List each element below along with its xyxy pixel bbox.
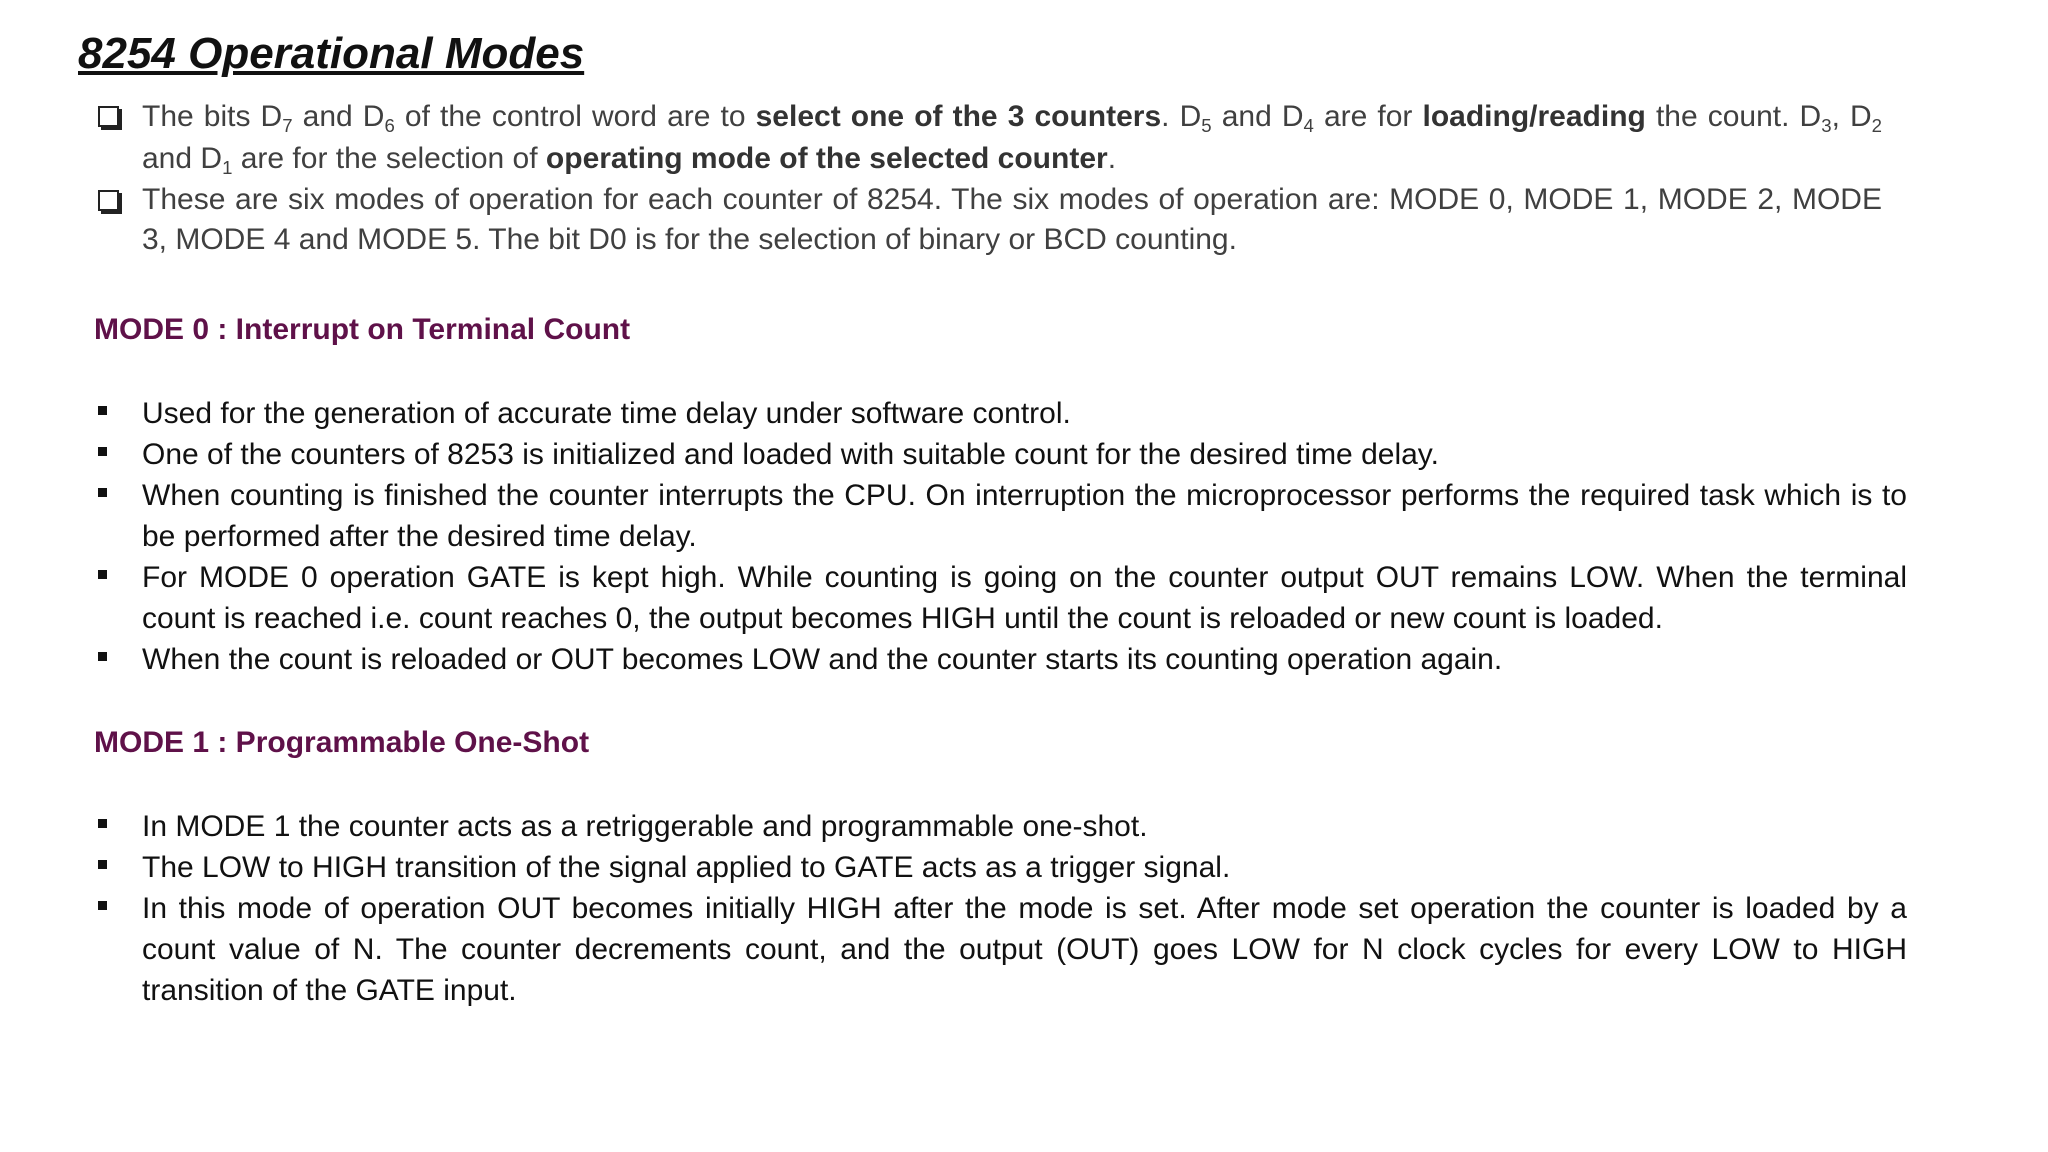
intro-item-six-modes: These are six modes of operation for each counter of 8254. The six modes of operation are: MODE 0, MODE 1, MODE 2, MODE 3, MODE 4 and MODE 5. The bit D0 is for the selection of binary or BCD counting. (92, 180, 1882, 260)
filled-square-bullet-icon (98, 652, 107, 661)
mode-0-list (92, 393, 1907, 680)
hollow-square-bullet-icon (98, 190, 119, 211)
list-item: Used for the generation of accurate time delay under software control. (92, 393, 1907, 434)
filled-square-bullet-icon (98, 447, 107, 456)
list-item: One of the counters of 8253 is initialized and loaded with suitable count for the desired time delay. (92, 434, 1907, 475)
filled-square-bullet-icon (98, 819, 107, 828)
mode-1-heading: MODE 1 : Programmable One-Shot (94, 726, 590, 759)
filled-square-bullet-icon (98, 901, 107, 910)
page-title: 8254 Operational Modes (78, 29, 585, 78)
mode-0-heading: MODE 0 : Interrupt on Terminal Count (94, 313, 631, 346)
list-item: In MODE 1 the counter acts as a retriggerable and programmable one-shot. (92, 806, 1907, 847)
filled-square-bullet-icon (98, 406, 107, 415)
list-item: When the count is reloaded or OUT becomes LOW and the counter starts its counting operation again. (92, 639, 1907, 680)
list-item: For MODE 0 operation GATE is kept high. While counting is going on the counter output OUT remains LOW. When the terminal count is reached i.e. count reaches 0, the output becomes HIGH until the count is reloaded or new count is loaded. (92, 557, 1907, 639)
filled-square-bullet-icon (98, 570, 107, 579)
intro-item-control-word: The bits $D_7$ and $D_6$ of the control word are to select one of the 3 counters. $D_5$ and $D_4$ are for loading/reading the count. $D_3$, $D_2$ and $D_1$ are for the selection of operating mode of the selected counter. (92, 96, 1882, 180)
list-item: In this mode of operation OUT becomes initially HIGH after the mode is set. After mode set operation the counter is loaded by a count value of N. The counter decrements count, and the output (OUT) goes LOW for N clock cycles for every LOW to HIGH transition of the GATE input. (92, 888, 1907, 1011)
filled-square-bullet-icon (98, 860, 107, 869)
emphasis-operating-mode: operating mode of the selected counter (545, 142, 1108, 175)
emphasis-loading-reading: loading/reading (1422, 100, 1646, 133)
hollow-square-bullet-icon (98, 106, 119, 127)
filled-square-bullet-icon (98, 488, 107, 497)
mode-1-list (92, 806, 1907, 1011)
intro-list (92, 96, 1882, 260)
emphasis-select-counters: select one of the 3 counters (755, 100, 1162, 133)
list-item: When counting is finished the counter interrupts the CPU. On interruption the microprocessor performs the required task which is to be performed after the desired time delay. (92, 475, 1907, 557)
list-item: The LOW to HIGH transition of the signal applied to GATE acts as a trigger signal. (92, 847, 1907, 888)
